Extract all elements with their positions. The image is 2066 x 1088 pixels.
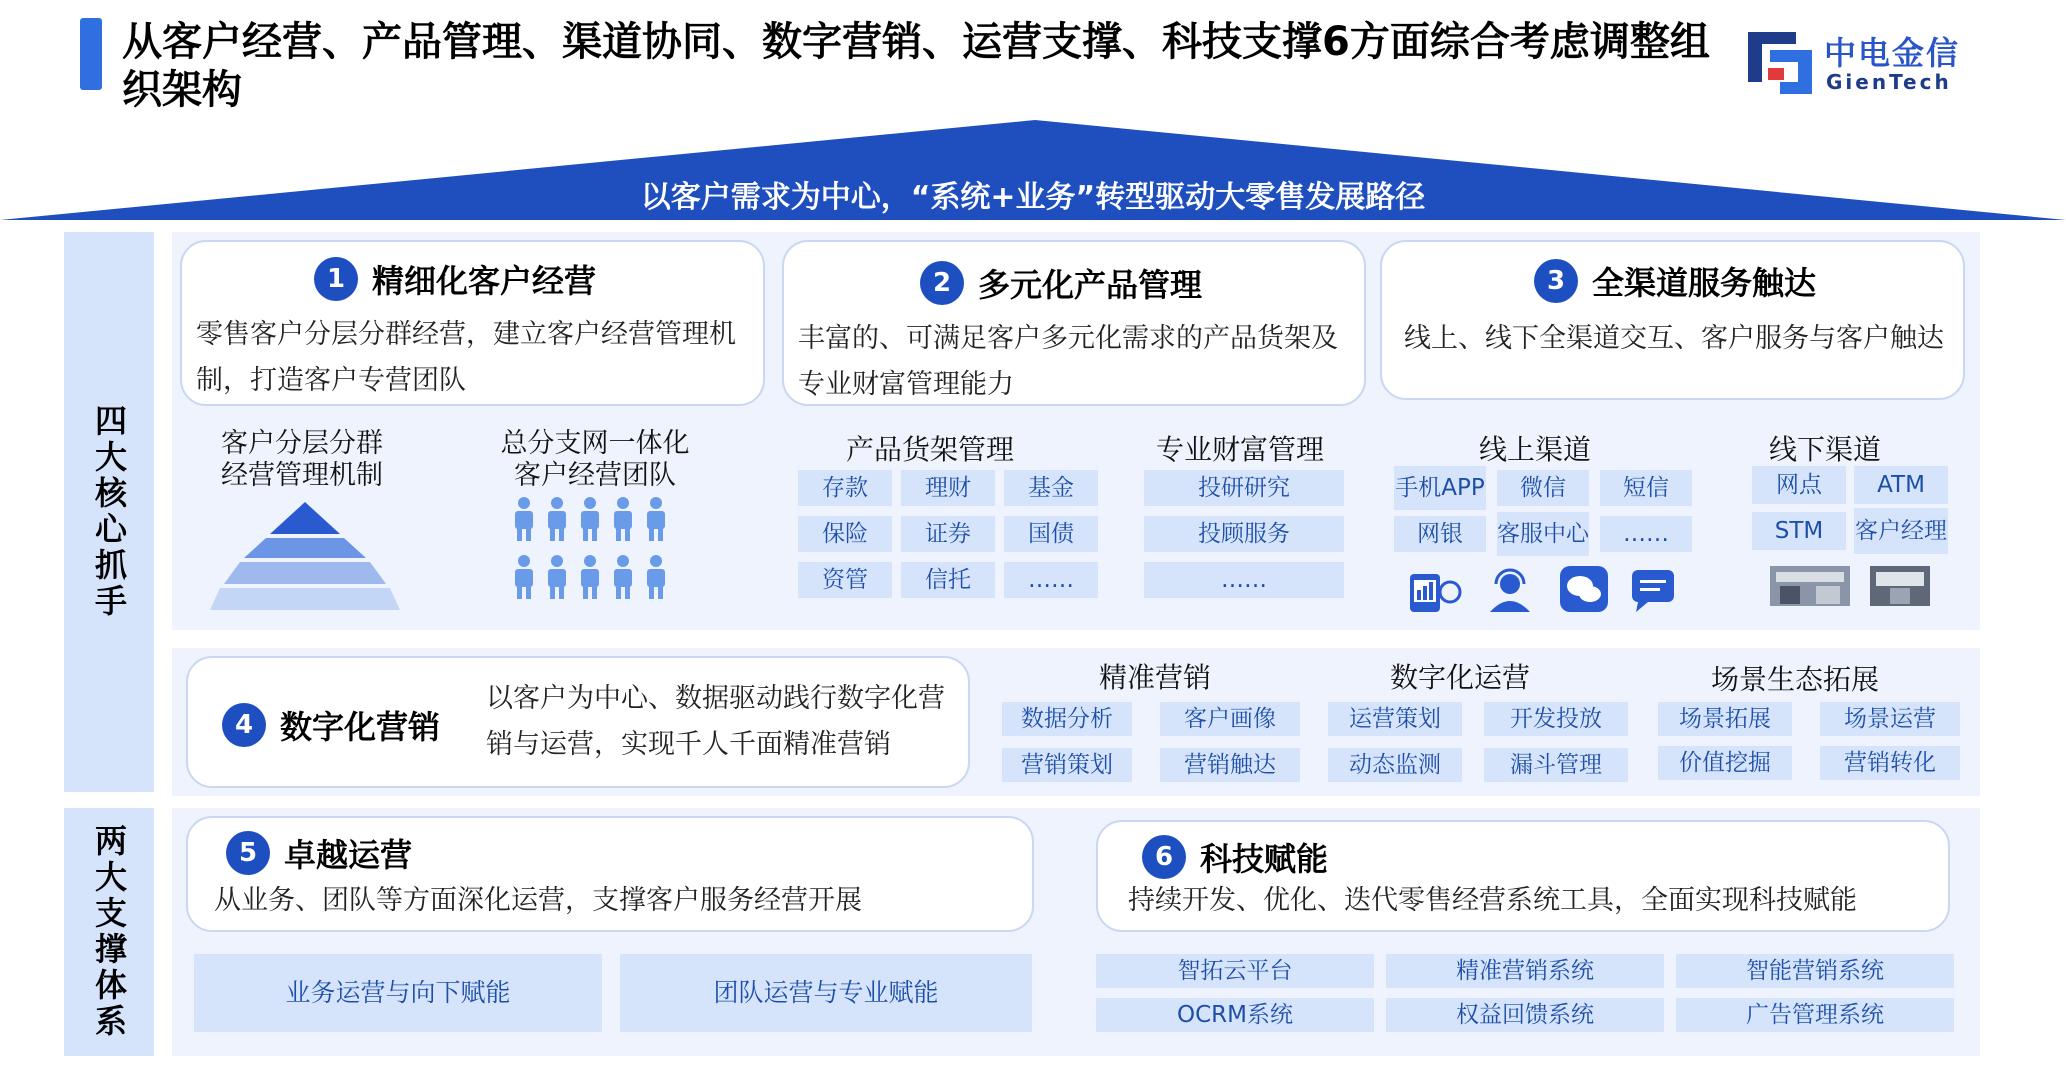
side-label-support (64, 808, 154, 1056)
company-logo (1740, 22, 2066, 102)
team-label: 总分支网一体化客户经营团队 (500, 428, 690, 491)
card-channel-service (1380, 240, 1965, 400)
number-badge: 2 (920, 261, 964, 305)
tag-trust: 信托 (901, 562, 995, 598)
card-3-text: 线上、线下全渠道交互、客户服务与客户触达 (1404, 323, 1944, 354)
card-6-text: 持续开发、优化、迭代零售经营系统工具，全面实现科技赋能 (1128, 885, 1857, 916)
tag-atm: ATM (1854, 466, 1948, 504)
tag-smart-marketing-system: 智能营销系统 (1676, 954, 1954, 988)
card-customer-management (180, 240, 765, 406)
card-4-title-text: 数字化营销 (280, 708, 441, 746)
product-shelf-title: 产品货架管理 (845, 433, 1014, 466)
tag-insurance: 保险 (798, 516, 892, 552)
tag-dev-launch: 开发投放 (1484, 702, 1628, 736)
tag-deposit: 存款 (798, 470, 892, 506)
card-1-text: 零售客户分层分群经营，建立客户经营管理机制，打造客户专营团队 (196, 319, 736, 396)
card-product-management (782, 240, 1366, 406)
online-channel-title: 线上渠道 (1478, 433, 1591, 466)
tag-more: …… (1144, 562, 1344, 598)
tag-wealth: 理财 (901, 470, 995, 506)
tag-precision-marketing-system: 精准营销系统 (1386, 954, 1664, 988)
tag-campaign-reach: 营销触达 (1160, 748, 1300, 782)
card-6-title-text: 科技赋能 (1200, 840, 1329, 878)
tag-fund: 基金 (1004, 470, 1098, 506)
gientech-logo-icon (1740, 22, 1820, 102)
tag-rewards-system: 权益回馈系统 (1386, 998, 1664, 1032)
tag-conversion: 营销转化 (1820, 746, 1960, 780)
tag-mobile-app: 手机APP (1394, 466, 1486, 510)
title-accent-bar (80, 18, 102, 90)
tag-value-mining: 价值挖掘 (1658, 746, 1792, 780)
number-badge: 6 (1142, 835, 1186, 879)
tag-securities: 证券 (901, 516, 995, 552)
mobile-icon (1408, 570, 1464, 614)
tag-customer-profile: 客户画像 (1160, 702, 1300, 736)
tag-service-center: 客服中心 (1497, 512, 1589, 556)
bank-branch-photo-icon (1770, 566, 1850, 606)
digital-ops-title: 数字化运营 (1389, 661, 1530, 694)
tag-team-ops: 团队运营与专业赋能 (620, 954, 1032, 1032)
wechat-icon (1560, 566, 1610, 614)
tag-business-ops: 业务运营与向下赋能 (194, 954, 602, 1032)
tag-more: …… (1600, 516, 1692, 552)
roof-slogan: 以客户需求为中心，“系统+业务”转型驱动大零售发展路径 (640, 180, 1426, 215)
tag-more: …… (1004, 562, 1098, 598)
customer-service-icon (1482, 566, 1538, 614)
tag-online-banking: 网银 (1394, 516, 1486, 552)
tag-scenario-expansion: 场景拓展 (1658, 702, 1792, 736)
card-excellent-operations (186, 816, 1034, 932)
sms-icon (1630, 568, 1678, 614)
card-4-title (222, 702, 440, 748)
number-badge: 3 (1534, 259, 1578, 303)
side-label-core-text: 四大核心抓手 (90, 404, 128, 620)
card-tech-enablement (1096, 820, 1950, 932)
card-digital-marketing (186, 656, 970, 788)
card-5-title-text: 卓越运营 (284, 836, 413, 874)
wealth-title: 专业财富管理 (1155, 433, 1324, 466)
tag-research: 投研研究 (1144, 470, 1344, 506)
number-badge: 1 (314, 257, 358, 301)
pyramid-icon (210, 502, 400, 612)
tag-ops-planning: 运营策划 (1328, 702, 1462, 736)
tag-asset-mgmt: 资管 (798, 562, 892, 598)
tag-ad-management-system: 广告管理系统 (1676, 998, 1954, 1032)
tag-account-manager: 客户经理 (1854, 508, 1948, 554)
card-4-text: 以客户为中心、数据驱动践行数字化营销与运营，实现千人千面精准营销 (486, 683, 945, 760)
scenario-ecosystem-title: 场景生态拓展 (1710, 663, 1879, 696)
side-label-support-text: 两大支撑体系 (90, 824, 128, 1040)
tag-branch: 网点 (1752, 466, 1846, 504)
side-label-core (64, 232, 154, 792)
card-1-title (314, 256, 596, 302)
card-6-title (1142, 834, 1328, 880)
tag-bonds: 国债 (1004, 516, 1098, 552)
pyramid-label: 客户分层分群经营管理机制 (221, 428, 383, 491)
card-2-text: 丰富的、可满足客户多元化需求的产品货架及专业财富管理能力 (798, 323, 1338, 400)
precision-marketing-title: 精准营销 (1098, 661, 1211, 694)
tag-data-analysis: 数据分析 (1002, 702, 1132, 736)
card-2-title-text: 多元化产品管理 (978, 266, 1203, 304)
tag-advisory: 投顾服务 (1144, 516, 1344, 552)
card-3-title (1534, 258, 1816, 304)
card-3-title-text: 全渠道服务触达 (1592, 264, 1817, 302)
tag-funnel-management: 漏斗管理 (1484, 748, 1628, 782)
card-2-title (920, 260, 1202, 306)
logo-cn-text: 中电金信 (1824, 34, 1961, 72)
tag-dynamic-monitoring: 动态监测 (1328, 748, 1462, 782)
number-badge: 4 (222, 703, 266, 747)
logo-en-text: GienTech (1826, 70, 1952, 94)
team-people-icon (512, 496, 677, 608)
tag-stm: STM (1752, 512, 1846, 550)
bank-interior-photo-icon (1870, 566, 1930, 606)
tag-cloud-platform: 智拓云平台 (1096, 954, 1374, 988)
card-1-title-text: 精细化客户经营 (372, 262, 597, 300)
tag-wechat: 微信 (1497, 470, 1589, 506)
offline-channel-title: 线下渠道 (1768, 433, 1881, 466)
tag-sms: 短信 (1600, 470, 1692, 506)
card-5-text: 从业务、团队等方面深化运营，支撑客户服务经营开展 (214, 885, 862, 916)
tag-ocrm-system: OCRM系统 (1096, 998, 1374, 1032)
tag-campaign-planning: 营销策划 (1002, 748, 1132, 782)
number-badge: 5 (226, 831, 270, 875)
card-5-title (226, 830, 412, 876)
tag-scenario-operation: 场景运营 (1820, 702, 1960, 736)
page-title: 从客户经营、产品管理、渠道协同、数字营销、运营支撑、科技支撑6方面综合考虑调整组织架构 (122, 19, 1710, 113)
